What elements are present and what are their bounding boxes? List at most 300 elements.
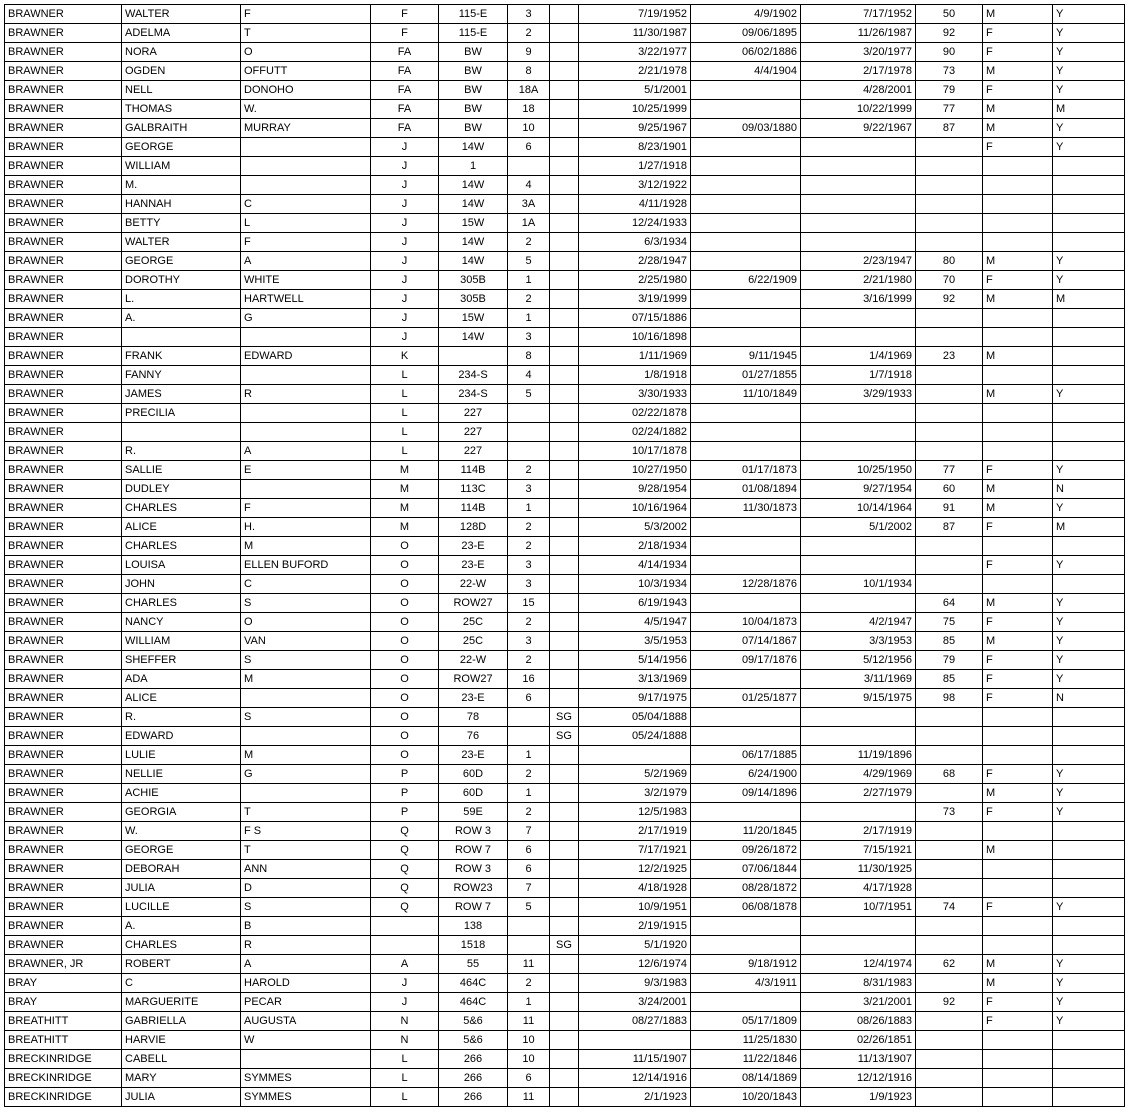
cell-first-name: DUDLEY [122, 480, 241, 499]
cell-note [550, 138, 579, 157]
cell-last-name: BRAWNER [5, 518, 122, 537]
cell-middle-name: M [241, 746, 371, 765]
table-row [5, 461, 1125, 480]
cell-age [916, 176, 983, 195]
cell-sex: F [983, 670, 1053, 689]
cell-grave: 6 [508, 860, 550, 879]
cell-death-date: 4/28/2001 [801, 81, 916, 100]
cell-lot: 14W [439, 328, 508, 347]
cell-flag: Y [1053, 765, 1125, 784]
cell-first-name: ADA [122, 670, 241, 689]
cell-burial-date: 07/15/1886 [579, 309, 691, 328]
cell-grave: 1 [508, 746, 550, 765]
cell-last-name: BRAWNER [5, 385, 122, 404]
cell-note: SG [550, 727, 579, 746]
cell-first-name: M. [122, 176, 241, 195]
cell-sex: F [983, 43, 1053, 62]
cell-section: J [371, 195, 439, 214]
cell-middle-name: E [241, 461, 371, 480]
cell-burial-date: 4/14/1934 [579, 556, 691, 575]
cell-first-name: LULIE [122, 746, 241, 765]
cell-middle-name: R [241, 936, 371, 955]
cell-sex [983, 214, 1053, 233]
cell-section: L [371, 1069, 439, 1088]
table-row [5, 404, 1125, 423]
cell-birth-date [691, 195, 801, 214]
cell-grave: 3 [508, 575, 550, 594]
cell-middle-name: A [241, 252, 371, 271]
cell-section: O [371, 575, 439, 594]
cell-last-name: BRAWNER [5, 43, 122, 62]
cell-first-name: GEORGE [122, 138, 241, 157]
cell-lot: 5&6 [439, 1012, 508, 1031]
cell-birth-date: 09/26/1872 [691, 841, 801, 860]
cell-section: P [371, 765, 439, 784]
table-row [5, 613, 1125, 632]
cell-flag: Y [1053, 43, 1125, 62]
cell-grave: 3 [508, 556, 550, 575]
cell-note [550, 214, 579, 233]
cell-last-name: BREATHITT [5, 1031, 122, 1050]
cell-last-name: BRAWNER [5, 594, 122, 613]
cell-grave: 11 [508, 955, 550, 974]
cell-lot: 5&6 [439, 1031, 508, 1050]
cell-lot: 14W [439, 233, 508, 252]
cell-first-name: GALBRAITH [122, 119, 241, 138]
cell-burial-date: 10/27/1950 [579, 461, 691, 480]
cell-middle-name: ANN [241, 860, 371, 879]
cell-death-date: 08/26/1883 [801, 1012, 916, 1031]
cell-sex: F [983, 461, 1053, 480]
cell-last-name: BRECKINRIDGE [5, 1069, 122, 1088]
table-body [5, 5, 1125, 1107]
table-row [5, 632, 1125, 651]
cell-middle-name [241, 157, 371, 176]
cell-burial-date: 1/8/1918 [579, 366, 691, 385]
cell-age [916, 138, 983, 157]
cell-note [550, 518, 579, 537]
cell-birth-date: 07/06/1844 [691, 860, 801, 879]
cell-death-date: 1/4/1969 [801, 347, 916, 366]
cell-last-name: BRAWNER [5, 537, 122, 556]
cell-age [916, 537, 983, 556]
cell-grave: 3 [508, 632, 550, 651]
cell-middle-name: SYMMES [241, 1069, 371, 1088]
cell-burial-date: 2/18/1934 [579, 537, 691, 556]
cell-flag [1053, 214, 1125, 233]
cell-birth-date: 11/30/1873 [691, 499, 801, 518]
cell-sex [983, 233, 1053, 252]
cell-section: L [371, 366, 439, 385]
cell-grave: 16 [508, 670, 550, 689]
cell-first-name: JOHN [122, 575, 241, 594]
cell-middle-name [241, 138, 371, 157]
cell-birth-date [691, 727, 801, 746]
cell-note [550, 157, 579, 176]
cell-first-name: CHARLES [122, 594, 241, 613]
cell-last-name: BRAWNER [5, 784, 122, 803]
cell-sex [983, 195, 1053, 214]
cell-section: O [371, 651, 439, 670]
cell-age [916, 784, 983, 803]
cell-grave: 5 [508, 898, 550, 917]
cell-first-name: W. [122, 822, 241, 841]
cell-first-name: C [122, 974, 241, 993]
cell-birth-date [691, 594, 801, 613]
cell-middle-name [241, 366, 371, 385]
cell-death-date [801, 309, 916, 328]
cell-note [550, 328, 579, 347]
cell-first-name: MARY [122, 1069, 241, 1088]
cell-sex: M [983, 62, 1053, 81]
table-row [5, 5, 1125, 24]
cell-sex: M [983, 632, 1053, 651]
cell-section: N [371, 1031, 439, 1050]
cell-last-name: BRAWNER [5, 62, 122, 81]
cell-middle-name: B [241, 917, 371, 936]
cell-grave [508, 917, 550, 936]
table-row [5, 537, 1125, 556]
cell-burial-date: 6/19/1943 [579, 594, 691, 613]
cell-note [550, 1088, 579, 1107]
cell-last-name: BRAWNER [5, 100, 122, 119]
cell-lot: BW [439, 43, 508, 62]
cell-grave: 1A [508, 214, 550, 233]
cell-middle-name: F S [241, 822, 371, 841]
cell-note [550, 575, 579, 594]
cell-note [550, 765, 579, 784]
cell-sex: M [983, 784, 1053, 803]
cell-birth-date: 11/10/1849 [691, 385, 801, 404]
cell-death-date: 11/19/1896 [801, 746, 916, 765]
cell-death-date: 11/30/1925 [801, 860, 916, 879]
cell-grave: 5 [508, 385, 550, 404]
cell-note [550, 366, 579, 385]
cell-sex: M [983, 955, 1053, 974]
cell-lot: ROW 7 [439, 841, 508, 860]
table-row [5, 119, 1125, 138]
cell-burial-date: 4/18/1928 [579, 879, 691, 898]
cell-death-date: 2/27/1979 [801, 784, 916, 803]
cell-sex [983, 746, 1053, 765]
cell-last-name: BRAY [5, 993, 122, 1012]
cell-birth-date [691, 328, 801, 347]
cell-grave: 9 [508, 43, 550, 62]
cell-flag: Y [1053, 5, 1125, 24]
cell-lot: 128D [439, 518, 508, 537]
cell-sex [983, 1031, 1053, 1050]
cell-middle-name: EDWARD [241, 347, 371, 366]
table-row [5, 727, 1125, 746]
cell-middle-name: F [241, 5, 371, 24]
cell-death-date: 5/12/1956 [801, 651, 916, 670]
cell-sex [983, 917, 1053, 936]
cell-age: 87 [916, 119, 983, 138]
cell-note [550, 1050, 579, 1069]
cell-burial-date: 3/24/2001 [579, 993, 691, 1012]
cell-death-date: 3/21/2001 [801, 993, 916, 1012]
cell-section: L [371, 385, 439, 404]
cell-section: O [371, 556, 439, 575]
table-row [5, 176, 1125, 195]
cell-note [550, 24, 579, 43]
table-row [5, 157, 1125, 176]
cell-first-name: GEORGIA [122, 803, 241, 822]
cell-first-name: WILLIAM [122, 632, 241, 651]
cell-middle-name: O [241, 613, 371, 632]
cell-age: 64 [916, 594, 983, 613]
cell-burial-date: 3/22/1977 [579, 43, 691, 62]
table-row [5, 290, 1125, 309]
cell-section: O [371, 594, 439, 613]
cell-lot: 22-W [439, 575, 508, 594]
cell-first-name: GABRIELLA [122, 1012, 241, 1031]
cell-age [916, 423, 983, 442]
cell-grave: 2 [508, 765, 550, 784]
cell-sex: M [983, 594, 1053, 613]
cell-grave: 7 [508, 822, 550, 841]
cell-death-date [801, 233, 916, 252]
cell-grave: 3 [508, 328, 550, 347]
cell-lot: 14W [439, 252, 508, 271]
table-row [5, 841, 1125, 860]
cell-flag: Y [1053, 81, 1125, 100]
cell-first-name: NELLIE [122, 765, 241, 784]
cell-age [916, 1012, 983, 1031]
cell-grave: 3A [508, 195, 550, 214]
cell-middle-name: PECAR [241, 993, 371, 1012]
cell-death-date: 7/17/1952 [801, 5, 916, 24]
cell-first-name [122, 423, 241, 442]
cell-sex [983, 423, 1053, 442]
cell-lot: 78 [439, 708, 508, 727]
cell-grave: 2 [508, 613, 550, 632]
cell-first-name: FRANK [122, 347, 241, 366]
cell-burial-date: 2/21/1978 [579, 62, 691, 81]
cell-middle-name [241, 1050, 371, 1069]
cell-flag [1053, 575, 1125, 594]
cell-death-date: 4/2/1947 [801, 613, 916, 632]
cell-section: J [371, 252, 439, 271]
cell-death-date [801, 917, 916, 936]
cell-age [916, 385, 983, 404]
cell-last-name: BRAWNER [5, 708, 122, 727]
table-row [5, 955, 1125, 974]
cell-burial-date: 10/16/1964 [579, 499, 691, 518]
cell-flag: M [1053, 100, 1125, 119]
cell-birth-date [691, 708, 801, 727]
cell-burial-date: 4/11/1928 [579, 195, 691, 214]
cell-age: 75 [916, 613, 983, 632]
cell-first-name: ADELMA [122, 24, 241, 43]
cell-burial-date: 12/6/1974 [579, 955, 691, 974]
cell-birth-date [691, 936, 801, 955]
cell-birth-date [691, 290, 801, 309]
cell-first-name: HARVIE [122, 1031, 241, 1050]
cell-death-date [801, 176, 916, 195]
table-row [5, 214, 1125, 233]
cell-last-name: BRECKINRIDGE [5, 1088, 122, 1107]
cell-grave: 2 [508, 537, 550, 556]
cell-note [550, 347, 579, 366]
cell-last-name: BRAWNER [5, 328, 122, 347]
table-row [5, 252, 1125, 271]
cell-age [916, 974, 983, 993]
cell-section: A [371, 955, 439, 974]
cell-first-name: SALLIE [122, 461, 241, 480]
cell-middle-name: HARTWELL [241, 290, 371, 309]
cell-flag [1053, 176, 1125, 195]
cell-age [916, 1050, 983, 1069]
cell-birth-date: 10/04/1873 [691, 613, 801, 632]
cell-sex [983, 157, 1053, 176]
cell-middle-name: MURRAY [241, 119, 371, 138]
cell-death-date [801, 537, 916, 556]
cell-section: O [371, 708, 439, 727]
cell-last-name: BRAWNER [5, 176, 122, 195]
cell-section: O [371, 689, 439, 708]
cell-last-name: BRAWNER [5, 575, 122, 594]
cell-flag [1053, 879, 1125, 898]
cell-last-name: BRAWNER [5, 5, 122, 24]
cell-age [916, 556, 983, 575]
cell-flag [1053, 195, 1125, 214]
cell-note [550, 271, 579, 290]
cell-burial-date: 2/17/1919 [579, 822, 691, 841]
cell-flag: Y [1053, 62, 1125, 81]
cell-age [916, 214, 983, 233]
cell-flag: N [1053, 480, 1125, 499]
cell-burial-date: 05/24/1888 [579, 727, 691, 746]
cell-middle-name: AUGUSTA [241, 1012, 371, 1031]
cell-death-date: 8/31/1983 [801, 974, 916, 993]
cell-burial-date: 3/19/1999 [579, 290, 691, 309]
cell-last-name: BRAWNER [5, 404, 122, 423]
cell-age: 77 [916, 100, 983, 119]
cell-death-date: 10/22/1999 [801, 100, 916, 119]
cell-middle-name: H. [241, 518, 371, 537]
cell-middle-name [241, 423, 371, 442]
cell-note: SG [550, 936, 579, 955]
cell-last-name: BRAWNER [5, 366, 122, 385]
cell-death-date [801, 214, 916, 233]
cell-burial-date: 12/5/1983 [579, 803, 691, 822]
cell-flag: Y [1053, 594, 1125, 613]
cell-age: 87 [916, 518, 983, 537]
cell-note [550, 81, 579, 100]
cell-grave: 1 [508, 993, 550, 1012]
cell-birth-date: 09/17/1876 [691, 651, 801, 670]
cell-note [550, 632, 579, 651]
cell-sex [983, 879, 1053, 898]
cell-death-date [801, 803, 916, 822]
cell-death-date: 2/17/1919 [801, 822, 916, 841]
cell-last-name: BRAWNER [5, 651, 122, 670]
cell-section: J [371, 290, 439, 309]
cell-middle-name: R [241, 385, 371, 404]
table-row [5, 936, 1125, 955]
cell-middle-name: S [241, 708, 371, 727]
cell-last-name: BRAWNER [5, 157, 122, 176]
cell-lot: 464C [439, 974, 508, 993]
cell-grave: 4 [508, 366, 550, 385]
cell-birth-date: 6/24/1900 [691, 765, 801, 784]
cell-burial-date: 1/11/1969 [579, 347, 691, 366]
cell-burial-date: 11/15/1907 [579, 1050, 691, 1069]
cell-birth-date [691, 81, 801, 100]
cell-birth-date [691, 917, 801, 936]
cell-birth-date [691, 537, 801, 556]
cell-note [550, 119, 579, 138]
table-row [5, 1012, 1125, 1031]
cell-middle-name: DONOHO [241, 81, 371, 100]
cell-burial-date: 8/23/1901 [579, 138, 691, 157]
cell-flag [1053, 404, 1125, 423]
cell-burial-date: 3/30/1933 [579, 385, 691, 404]
cell-note [550, 917, 579, 936]
cell-sex: M [983, 841, 1053, 860]
cell-section: O [371, 746, 439, 765]
cell-burial-date: 10/17/1878 [579, 442, 691, 461]
cell-section: FA [371, 119, 439, 138]
table-row [5, 898, 1125, 917]
cell-age [916, 1088, 983, 1107]
cell-death-date [801, 157, 916, 176]
cell-last-name: BRAWNER [5, 480, 122, 499]
cell-birth-date [691, 176, 801, 195]
cell-grave: 3 [508, 5, 550, 24]
cell-death-date [801, 442, 916, 461]
cell-last-name: BRAWNER [5, 860, 122, 879]
cell-burial-date: 02/24/1882 [579, 423, 691, 442]
cell-lot: 23-E [439, 746, 508, 765]
cell-middle-name: G [241, 309, 371, 328]
cell-note [550, 404, 579, 423]
cell-first-name: A. [122, 309, 241, 328]
cell-birth-date: 11/22/1846 [691, 1050, 801, 1069]
cell-burial-date: 5/1/1920 [579, 936, 691, 955]
cell-age [916, 746, 983, 765]
cell-lot: BW [439, 119, 508, 138]
cell-grave: 8 [508, 62, 550, 81]
cell-age [916, 195, 983, 214]
cell-death-date: 9/15/1975 [801, 689, 916, 708]
cell-first-name: SHEFFER [122, 651, 241, 670]
cell-note [550, 43, 579, 62]
cell-burial-date: 12/14/1916 [579, 1069, 691, 1088]
cell-section: M [371, 461, 439, 480]
cell-section: L [371, 1050, 439, 1069]
cell-burial-date: 10/9/1951 [579, 898, 691, 917]
cell-flag [1053, 822, 1125, 841]
table-row [5, 556, 1125, 575]
table-row [5, 993, 1125, 1012]
cell-last-name: BRAWNER [5, 670, 122, 689]
cell-flag [1053, 1088, 1125, 1107]
cell-sex [983, 1069, 1053, 1088]
cell-note [550, 480, 579, 499]
cell-note [550, 290, 579, 309]
cell-flag [1053, 727, 1125, 746]
cell-grave: 1 [508, 784, 550, 803]
cell-lot: ROW 7 [439, 898, 508, 917]
cell-age: 70 [916, 271, 983, 290]
cell-grave: 2 [508, 651, 550, 670]
cell-note [550, 233, 579, 252]
cell-flag: N [1053, 689, 1125, 708]
cell-age: 60 [916, 480, 983, 499]
cell-grave [508, 708, 550, 727]
